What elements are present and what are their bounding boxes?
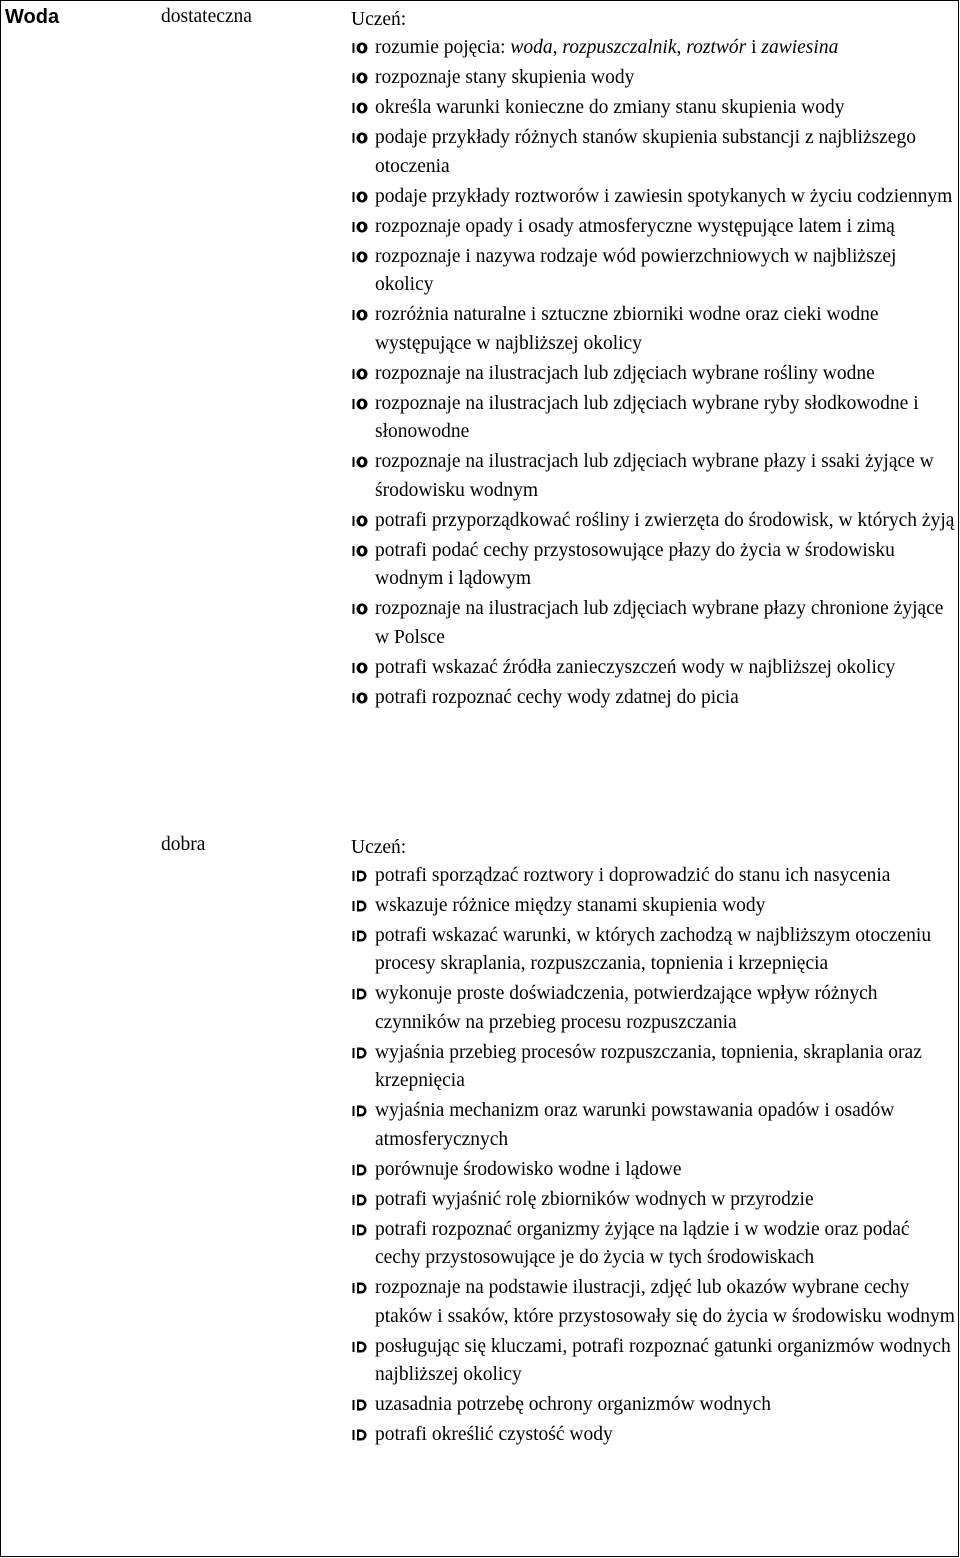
requirements-cell	[351, 1, 959, 834]
ten-circle-icon	[352, 692, 368, 704]
requirement-text: podaje przykłady roztworów i zawiesin spotykanych w życiu codziennym	[375, 185, 953, 207]
requirement-text: rozpoznaje na podstawie ilustracji, zdjęć lub okazów wybrane cechy ptaków i ssaków, które przystosowały się do życia w środowisku wodnym	[375, 1277, 955, 1327]
requirement-item	[351, 1391, 956, 1420]
d-circle-icon	[352, 1429, 368, 1441]
grade-row-dostateczna	[1, 1, 959, 834]
ten-circle-icon	[352, 545, 368, 557]
requirement-item	[351, 862, 956, 891]
requirement-text: podaje przykłady różnych stanów skupienia substancji z najbliższego otoczenia	[375, 127, 916, 177]
requirement-item	[351, 390, 956, 447]
ten-circle-icon	[352, 72, 368, 84]
ten-circle-icon	[352, 603, 368, 615]
d-circle-icon	[352, 1047, 368, 1059]
requirement-text: potrafi rozpoznać cechy wody zdatnej do picia	[375, 686, 739, 708]
requirement-item	[351, 892, 956, 921]
requirement-item	[351, 1421, 956, 1450]
ten-circle-icon	[352, 515, 368, 527]
requirement-item	[351, 654, 956, 683]
requirement-item	[351, 94, 956, 123]
requirement-item	[351, 507, 956, 536]
ten-circle-icon	[352, 221, 368, 233]
requirement-item	[351, 448, 956, 505]
grade-level-cell	[155, 1, 351, 834]
requirements-list	[351, 862, 956, 1450]
requirement-item	[351, 360, 956, 389]
subject-title: Woda	[5, 6, 60, 28]
student-intro: Uczeń:	[351, 836, 407, 858]
requirement-text: potrafi podać cechy przystosowujące płazy do życia w środowisku wodnym i lądowym	[375, 539, 895, 589]
ten-circle-icon	[352, 309, 368, 321]
requirement-text: rozpoznaje i nazywa rodzaje wód powierzchniowych w najbliższej okolicy	[375, 245, 897, 295]
requirement-item	[351, 684, 956, 713]
requirement-text: wykonuje proste doświadczenia, potwierdzające wpływ różnych czynników na przebieg procesu rozpuszczania	[375, 983, 878, 1033]
grade-level-label: dobra	[161, 833, 206, 855]
requirement-item	[351, 537, 956, 594]
requirement-text: potrafi sporządzać roztwory i doprowadzić do stanu ich nasycenia	[375, 864, 891, 886]
requirement-text: uzasadnia potrzebę ochrony organizmów wodnych	[375, 1394, 772, 1416]
requirement-item	[351, 1156, 956, 1185]
requirement-item	[351, 595, 956, 652]
requirement-text: rozróżnia naturalne i sztuczne zbiorniki wodne oraz cieki wodne występujące w najbliższej okolicy	[375, 304, 879, 354]
requirement-text: rozpoznaje na ilustracjach lub zdjęciach wybrane ryby słodkowodne i słonowodne	[375, 392, 919, 442]
d-circle-icon	[352, 900, 368, 912]
d-circle-icon	[352, 930, 368, 942]
grade-level-cell	[155, 834, 351, 1557]
requirement-text: rozpoznaje na ilustracjach lub zdjęciach wybrane płazy chronione żyjące w Polsce	[375, 598, 944, 648]
requirement-text: wskazuje różnice między stanami skupienia wody	[375, 894, 766, 916]
requirement-item	[351, 922, 956, 979]
requirement-text: wyjaśnia przebieg procesów rozpuszczania, topnienia, skraplania oraz krzepnięcia	[375, 1041, 922, 1092]
requirement-text: potrafi wyjaśnić rolę zbiorników wodnych w przyrodzie	[375, 1188, 814, 1210]
ten-circle-icon	[352, 662, 368, 674]
ten-circle-icon	[352, 132, 368, 144]
requirement-text: wyjaśnia mechanizm oraz warunki powstawania opadów i osadów atmosferycznych	[375, 1100, 895, 1150]
requirement-text: potrafi przyporządkować rośliny i zwierzęta do środowisk, w których żyją	[375, 509, 955, 531]
requirement-item	[351, 1333, 956, 1390]
d-circle-icon	[352, 1282, 368, 1294]
requirement-item	[351, 1274, 956, 1331]
requirement-text: rozumie pojęcia: woda, rozpuszczalnik, roztwór i zawiesina	[375, 37, 839, 58]
requirement-text: potrafi określić czystość wody	[375, 1424, 613, 1446]
requirement-item	[351, 213, 956, 242]
d-circle-icon	[352, 1399, 368, 1411]
requirement-item	[351, 1097, 956, 1154]
requirement-item	[351, 183, 956, 212]
subject-cell	[1, 1, 156, 1557]
requirement-item	[351, 64, 956, 93]
requirement-text: określa warunki konieczne do zmiany stanu skupienia wody	[375, 97, 845, 118]
requirement-text: porównuje środowisko wodne i lądowe	[375, 1158, 682, 1180]
student-intro: Uczeń:	[351, 9, 407, 30]
requirement-item	[351, 1039, 956, 1096]
requirement-text: rozpoznaje na ilustracjach lub zdjęciach wybrane rośliny wodne	[375, 362, 875, 384]
requirements-cell	[351, 834, 959, 1557]
requirement-item	[351, 124, 956, 181]
ten-circle-icon	[352, 398, 368, 410]
requirement-text: posługując się kluczami, potrafi rozpoznać gatunki organizmów wodnych najbliższej okolicy	[375, 1335, 951, 1386]
ten-circle-icon	[352, 102, 368, 114]
grade-level-label: dostateczna	[161, 6, 252, 27]
d-circle-icon	[352, 988, 368, 1000]
requirement-item	[351, 243, 956, 300]
ten-circle-icon	[352, 456, 368, 468]
requirement-text: potrafi wskazać źródła zanieczyszczeń wody w najbliższej okolicy	[375, 656, 896, 678]
ten-circle-icon	[352, 42, 368, 54]
ten-circle-icon	[352, 191, 368, 203]
requirement-item	[351, 34, 956, 63]
d-circle-icon	[352, 1224, 368, 1236]
ten-circle-icon	[352, 251, 368, 263]
requirements-list	[351, 34, 956, 712]
d-circle-icon	[352, 1341, 368, 1353]
requirement-item	[351, 1216, 956, 1273]
requirement-item	[351, 301, 956, 358]
ten-circle-icon	[352, 368, 368, 380]
d-circle-icon	[352, 870, 368, 882]
requirement-text: rozpoznaje stany skupienia wody	[375, 67, 635, 88]
requirement-text: potrafi wskazać warunki, w których zachodzą w najbliższym otoczeniu procesy skraplania, rozpuszczania, topnienia i krzepnięcia	[375, 924, 932, 975]
d-circle-icon	[352, 1194, 368, 1206]
requirement-text: rozpoznaje na ilustracjach lub zdjęciach wybrane płazy i ssaki żyjące w środowisku wodnym	[375, 451, 934, 501]
requirement-text: potrafi rozpoznać organizmy żyjące na lądzie i w wodzie oraz podać cechy przystosowujące je do życia w tych środowiskach	[375, 1218, 910, 1269]
d-circle-icon	[352, 1164, 368, 1176]
requirement-text: rozpoznaje opady i osady atmosferyczne występujące latem i zimą	[375, 215, 895, 237]
requirement-item	[351, 980, 956, 1037]
d-circle-icon	[352, 1105, 368, 1117]
requirement-item	[351, 1186, 956, 1215]
